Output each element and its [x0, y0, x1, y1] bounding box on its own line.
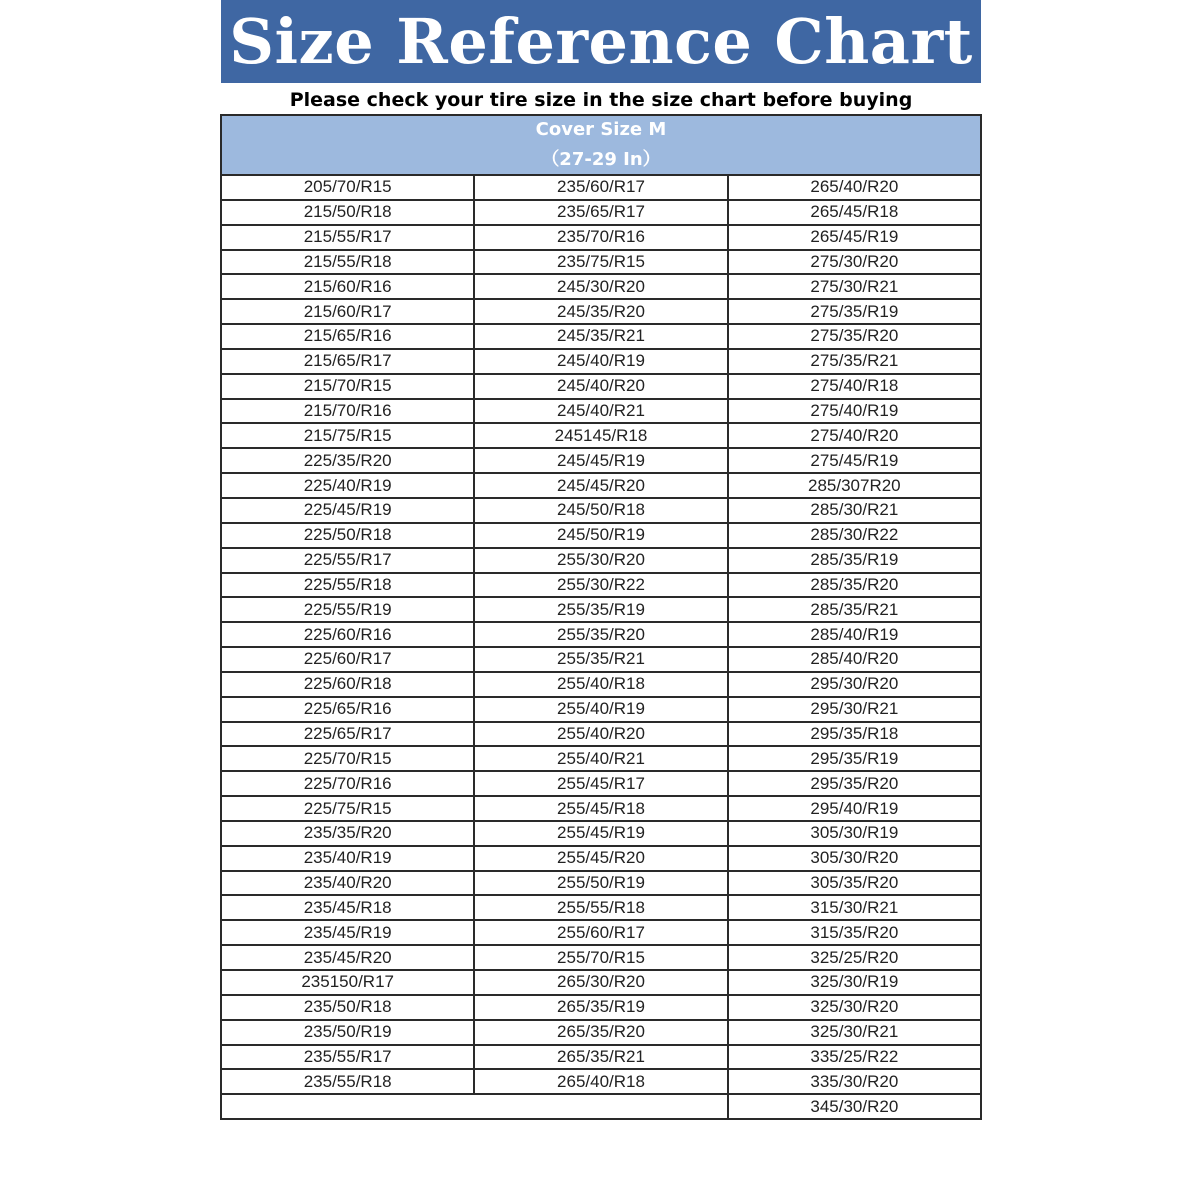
page-title: Size Reference Chart [221, 0, 981, 83]
tire-size-cell: 225/70/R16 [221, 771, 474, 796]
tire-size-cell: 245/40/R19 [474, 349, 727, 374]
tire-size-cell: 265/40/R18 [474, 1069, 727, 1094]
tire-size-cell: 255/45/R20 [474, 846, 727, 871]
tire-size-cell: 255/40/R20 [474, 722, 727, 747]
tire-size-cell: 275/30/R20 [728, 250, 981, 275]
header-size-label: Cover Size M [535, 119, 667, 140]
tire-size-cell: 245/35/R21 [474, 324, 727, 349]
tire-size-cell: 245/50/R19 [474, 523, 727, 548]
tire-size-cell: 295/30/R21 [728, 697, 981, 722]
tire-size-cell: 215/75/R15 [221, 423, 474, 448]
table-row [221, 771, 981, 796]
tire-size-cell: 275/30/R21 [728, 274, 981, 299]
tire-size-cell: 295/35/R20 [728, 771, 981, 796]
tire-size-cell: 225/45/R19 [221, 498, 474, 523]
tire-size-cell: 285/30/R22 [728, 523, 981, 548]
table-row [221, 548, 981, 573]
tire-size-cell: 325/30/R20 [728, 995, 981, 1020]
tire-size-cell: 215/55/R17 [221, 225, 474, 250]
table-row [221, 498, 981, 523]
tire-size-cell: 215/70/R16 [221, 399, 474, 424]
tire-size-cell: 325/25/R20 [728, 945, 981, 970]
tire-size-cell: 235/35/R20 [221, 821, 474, 846]
tire-size-cell: 265/35/R19 [474, 995, 727, 1020]
tire-size-cell: 305/30/R20 [728, 846, 981, 871]
tire-size-cell: 215/50/R18 [221, 200, 474, 225]
tire-size-cell: 225/55/R18 [221, 573, 474, 598]
table-row [221, 448, 981, 473]
tire-size-cell: 235/45/R18 [221, 895, 474, 920]
tire-size-cell: 235/50/R18 [221, 995, 474, 1020]
tire-size-cell: 285/30/R21 [728, 498, 981, 523]
tire-size-cell: 215/70/R15 [221, 374, 474, 399]
table-row [221, 846, 981, 871]
tire-size-cell: 265/45/R18 [728, 200, 981, 225]
table-row [221, 274, 981, 299]
table-row [221, 622, 981, 647]
tire-size-cell: 215/60/R17 [221, 299, 474, 324]
size-grid [220, 176, 982, 1120]
tire-size-cell: 335/25/R22 [728, 1045, 981, 1070]
tire-size-cell: 225/75/R15 [221, 796, 474, 821]
tire-size-cell: 225/40/R19 [221, 473, 474, 498]
tire-size-cell: 285/35/R19 [728, 548, 981, 573]
table-row [221, 423, 981, 448]
tire-size-cell: 255/70/R15 [474, 945, 727, 970]
tire-size-cell: 325/30/R19 [728, 970, 981, 995]
tire-size-cell: 255/55/R18 [474, 895, 727, 920]
tire-size-cell: 215/60/R16 [221, 274, 474, 299]
tire-size-cell: 245/45/R19 [474, 448, 727, 473]
table-row [221, 299, 981, 324]
table-row [221, 945, 981, 970]
tire-size-cell: 225/35/R20 [221, 448, 474, 473]
tire-size-cell: 235/70/R16 [474, 225, 727, 250]
tire-size-cell: 235150/R17 [221, 970, 474, 995]
table-row [221, 1020, 981, 1045]
tire-size-cell: 255/45/R19 [474, 821, 727, 846]
table-header [220, 114, 982, 176]
tire-size-cell: 325/30/R21 [728, 1020, 981, 1045]
table-row [221, 597, 981, 622]
tire-size-cell: 215/55/R18 [221, 250, 474, 275]
tire-size-cell: 255/30/R20 [474, 548, 727, 573]
table-row [221, 796, 981, 821]
empty-cell [221, 1094, 728, 1119]
size-table [220, 114, 982, 1120]
tire-size-cell: 255/45/R17 [474, 771, 727, 796]
tire-size-cell: 235/65/R17 [474, 200, 727, 225]
tire-size-cell: 265/35/R21 [474, 1045, 727, 1070]
table-row [221, 176, 981, 200]
tire-size-cell: 235/40/R19 [221, 846, 474, 871]
table-row [221, 473, 981, 498]
tire-size-cell: 305/30/R19 [728, 821, 981, 846]
tire-size-cell: 345/30/R20 [728, 1094, 981, 1119]
tire-size-cell: 255/35/R21 [474, 647, 727, 672]
tire-size-cell: 305/35/R20 [728, 871, 981, 896]
tire-size-cell: 315/30/R21 [728, 895, 981, 920]
table-row [221, 399, 981, 424]
table-row [221, 324, 981, 349]
tire-size-cell: 225/60/R16 [221, 622, 474, 647]
tire-size-cell: 225/50/R18 [221, 523, 474, 548]
tire-size-cell: 295/35/R18 [728, 722, 981, 747]
tire-size-cell: 275/40/R20 [728, 423, 981, 448]
tire-size-cell: 265/45/R19 [728, 225, 981, 250]
tire-size-cell: 245/35/R20 [474, 299, 727, 324]
tire-size-cell: 295/35/R19 [728, 746, 981, 771]
table-row [221, 697, 981, 722]
tire-size-cell: 285/40/R19 [728, 622, 981, 647]
tire-size-cell: 245/40/R20 [474, 374, 727, 399]
tire-size-cell: 245/50/R18 [474, 498, 727, 523]
tire-size-cell: 275/40/R18 [728, 374, 981, 399]
tire-size-cell: 265/30/R20 [474, 970, 727, 995]
tire-size-cell: 265/35/R20 [474, 1020, 727, 1045]
tire-size-cell: 335/30/R20 [728, 1069, 981, 1094]
tire-size-cell: 255/40/R19 [474, 697, 727, 722]
tire-size-cell: 225/55/R17 [221, 548, 474, 573]
table-row [221, 374, 981, 399]
tire-size-cell: 225/55/R19 [221, 597, 474, 622]
tire-size-cell: 255/60/R17 [474, 920, 727, 945]
tire-size-cell: 255/40/R18 [474, 672, 727, 697]
tire-size-cell: 235/50/R19 [221, 1020, 474, 1045]
tire-size-cell: 245/30/R20 [474, 274, 727, 299]
tire-size-cell: 275/35/R19 [728, 299, 981, 324]
table-row [221, 250, 981, 275]
tire-size-cell: 275/45/R19 [728, 448, 981, 473]
tire-size-cell: 215/65/R17 [221, 349, 474, 374]
tire-size-cell: 285/35/R21 [728, 597, 981, 622]
tire-size-cell: 255/40/R21 [474, 746, 727, 771]
tire-size-cell: 255/30/R22 [474, 573, 727, 598]
table-row [221, 920, 981, 945]
tire-size-cell: 225/65/R17 [221, 722, 474, 747]
tire-size-cell: 235/40/R20 [221, 871, 474, 896]
table-row [221, 1094, 981, 1119]
tire-size-cell: 285/307R20 [728, 473, 981, 498]
tire-size-cell: 225/70/R15 [221, 746, 474, 771]
table-row [221, 225, 981, 250]
tire-size-cell: 315/35/R20 [728, 920, 981, 945]
table-row [221, 1069, 981, 1094]
subtitle: Please check your tire size in the size chart before buying [289, 89, 913, 111]
table-row [221, 1045, 981, 1070]
tire-size-cell: 235/60/R17 [474, 176, 727, 200]
tire-size-cell: 215/65/R16 [221, 324, 474, 349]
tire-size-cell: 255/45/R18 [474, 796, 727, 821]
tire-size-cell: 275/35/R20 [728, 324, 981, 349]
table-row [221, 523, 981, 548]
tire-size-cell: 235/45/R20 [221, 945, 474, 970]
tire-size-cell: 295/30/R20 [728, 672, 981, 697]
table-row [221, 970, 981, 995]
table-row [221, 200, 981, 225]
table-row [221, 672, 981, 697]
tire-size-cell: 245145/R18 [474, 423, 727, 448]
tire-size-cell: 235/55/R18 [221, 1069, 474, 1094]
tire-size-cell: 235/45/R19 [221, 920, 474, 945]
table-row [221, 746, 981, 771]
tire-size-cell: 265/40/R20 [728, 176, 981, 200]
table-row [221, 821, 981, 846]
table-row [221, 722, 981, 747]
tire-size-cell: 285/35/R20 [728, 573, 981, 598]
tire-size-cell: 295/40/R19 [728, 796, 981, 821]
tire-size-cell: 225/65/R16 [221, 697, 474, 722]
tire-size-cell: 245/45/R20 [474, 473, 727, 498]
table-row [221, 349, 981, 374]
tire-size-cell: 225/60/R17 [221, 647, 474, 672]
tire-size-cell: 285/40/R20 [728, 647, 981, 672]
tire-size-cell: 275/40/R19 [728, 399, 981, 424]
header-size-range: （27-29 In） [541, 149, 661, 170]
table-row [221, 871, 981, 896]
tire-size-cell: 255/35/R19 [474, 597, 727, 622]
table-row [221, 647, 981, 672]
tire-size-cell: 235/75/R15 [474, 250, 727, 275]
tire-size-cell: 245/40/R21 [474, 399, 727, 424]
table-row [221, 573, 981, 598]
tire-size-cell: 235/55/R17 [221, 1045, 474, 1070]
tire-size-cell: 255/50/R19 [474, 871, 727, 896]
tire-size-cell: 275/35/R21 [728, 349, 981, 374]
table-row [221, 995, 981, 1020]
table-row [221, 895, 981, 920]
tire-size-cell: 205/70/R15 [221, 176, 474, 200]
tire-size-cell: 225/60/R18 [221, 672, 474, 697]
tire-size-cell: 255/35/R20 [474, 622, 727, 647]
